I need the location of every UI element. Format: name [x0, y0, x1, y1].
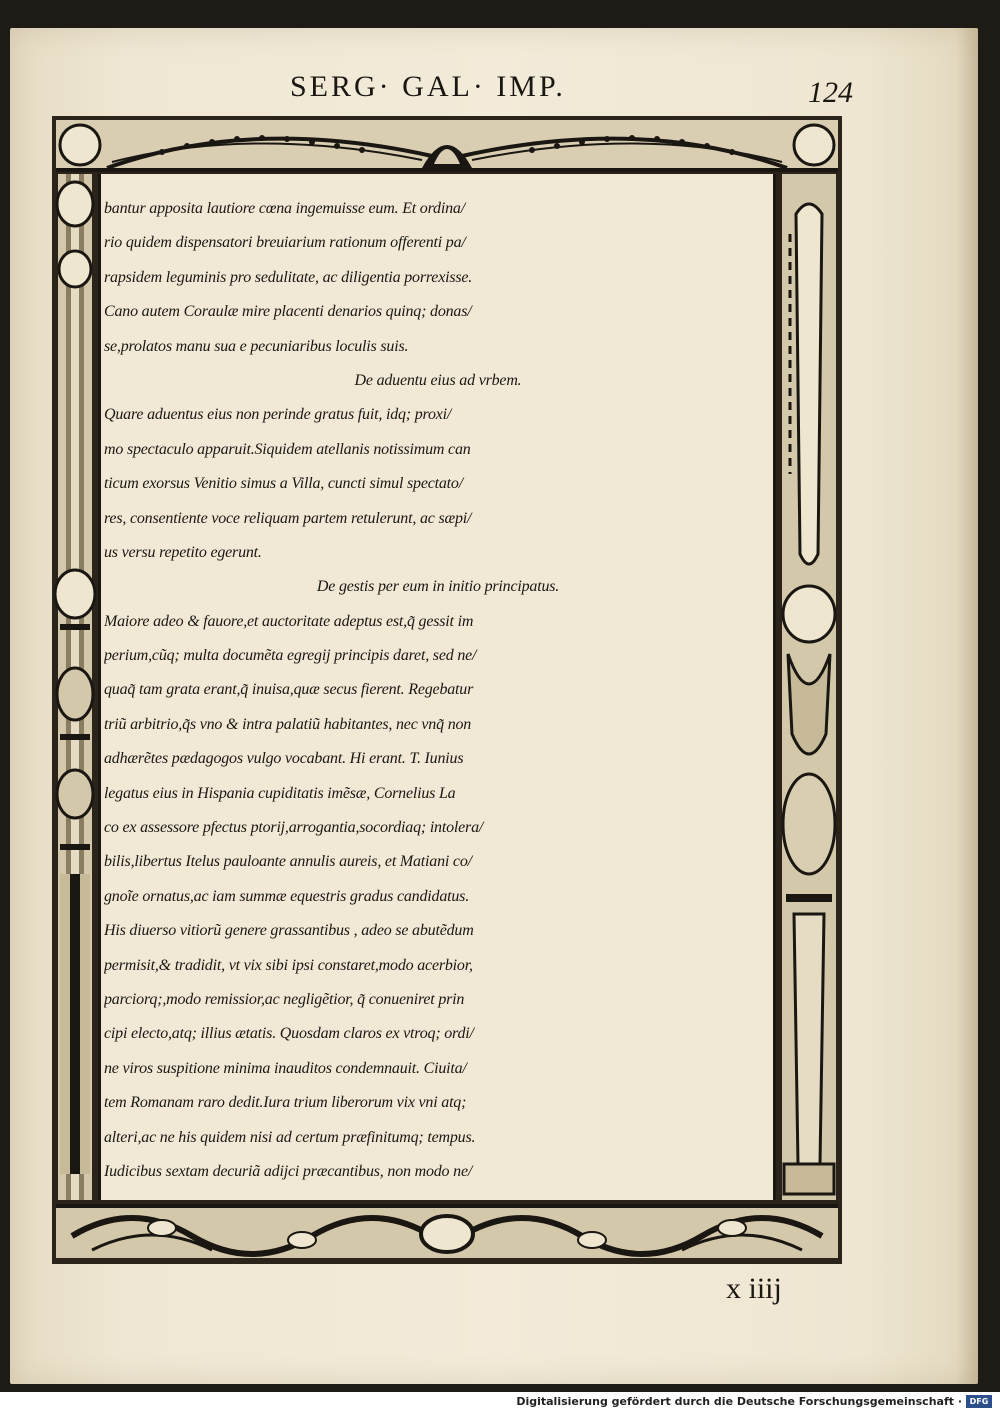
- text-line: ticum exorsus Venitio simus a Villa, cuncti simul spectato/: [104, 475, 463, 493]
- woodcut-border-right: [776, 174, 842, 1200]
- body-text: [104, 192, 772, 1189]
- dfg-logo: DFG: [966, 1395, 992, 1408]
- bottom-ornament-image: [52, 1200, 842, 1264]
- folio-number: 124: [808, 76, 853, 109]
- text-line: Maiore adeo & fauore,et auctoritate adeptus est,q̃ gessit im: [104, 612, 474, 630]
- text-line: Iudicibus sextam decuriã adijci præcantibus, non modo ne/: [104, 1162, 473, 1180]
- text-line: se,prolatos manu sua e pecuniaribus loculis suis.: [104, 337, 409, 355]
- text-line: rapsidem leguminis pro sedulitate, ac diligentia porrexisse.: [104, 268, 473, 286]
- running-head: SERG· GAL· IMP.: [290, 70, 566, 103]
- text-line: us versu repetito egerunt.: [104, 543, 262, 561]
- text-line: cipi electo,atq; illius ætatis. Quosdam claros ex vtroq; ordi/: [104, 1025, 474, 1043]
- text-line: perium,cũq; multa documẽta egregij principis daret, sed ne/: [104, 647, 477, 665]
- text-line: quaq̃ tam grata erant,q̃ inuisa,quæ secus fierent. Regebatur: [104, 681, 474, 699]
- text-line: alteri,ac ne his quidem nisi ad certum præfinitumq; tempus.: [104, 1128, 476, 1146]
- text-line: legatus eius in Hispania cupiditatis imẽsæ, Cornelius La: [104, 784, 456, 802]
- text-line: His diuerso vitiorũ genere grassantibus , adeo se abutẽdum: [104, 922, 474, 940]
- text-line: permisit,& tradidit, vt vix sibi ipsi constaret,modo acerbior,: [104, 956, 473, 974]
- text-line: bantur apposita lautiore cœna ingemuisse eum. Et ordina/: [104, 200, 465, 217]
- leaf-edge-shadow: [956, 28, 978, 1384]
- text-line: parciorq;,modo remissior,ac negligẽtior, q̃ conueniret prin: [104, 990, 465, 1008]
- text-line: mo spectaculo apparuit.Siquidem atellanis notissimum can: [104, 440, 471, 458]
- woodcut-border-left: [52, 174, 98, 1200]
- top-ornament-image: [52, 116, 842, 174]
- left-column-ornament-image: [52, 174, 98, 1200]
- text-line: res, consentiente voce reliquam partem retulerunt, ac sæpi/: [104, 509, 472, 527]
- right-column-ornament-image: [776, 174, 842, 1200]
- text-line: triũ arbitrio,q̃s vno & intra palatiũ habitantes, nec vnq̃ non: [104, 715, 472, 733]
- text-line: adhærẽtes pædagogos vulgo vocabant. Hi erant. T. Iunius: [104, 750, 464, 768]
- text-line: tem Romanam raro dedit.Iura trium liberorum vix vni atq;: [104, 1094, 467, 1112]
- text-line: ne viros suspitione minima inauditos condemnauit. Ciuita/: [104, 1059, 467, 1077]
- text-line: bilis,libertus Itelus pauloante annulis aureis, et Matiani co/: [104, 853, 472, 871]
- woodcut-border-top: [52, 116, 842, 174]
- text-line: Quare aduentus eius non perinde gratus fuit, idq; proxi/: [104, 406, 452, 424]
- text-line: rio quidem dispensatori breuiarium rationum offerenti pa/: [104, 234, 466, 252]
- text-line: Cano autem Coraulæ mire placenti denarios quinq; donas/: [104, 303, 472, 321]
- text-line: co ex assessore pfectus ptorij,arrogantia,socordiaq; intolera/: [104, 819, 484, 837]
- text-line: gnoĩe ornatus,ac iam summæ equestris gradus candidatus.: [104, 887, 470, 905]
- section-heading: De gestis per eum in initio principatus.: [316, 578, 560, 596]
- woodcut-border-bottom: [52, 1200, 842, 1264]
- section-heading: De aduentu eius ad vrbem.: [354, 371, 522, 389]
- signature-mark: x iiij: [726, 1272, 782, 1305]
- digitization-credit: Digitalisierung gefördert durch die Deutsche Forschungsgemeinschaft ·: [516, 1395, 962, 1408]
